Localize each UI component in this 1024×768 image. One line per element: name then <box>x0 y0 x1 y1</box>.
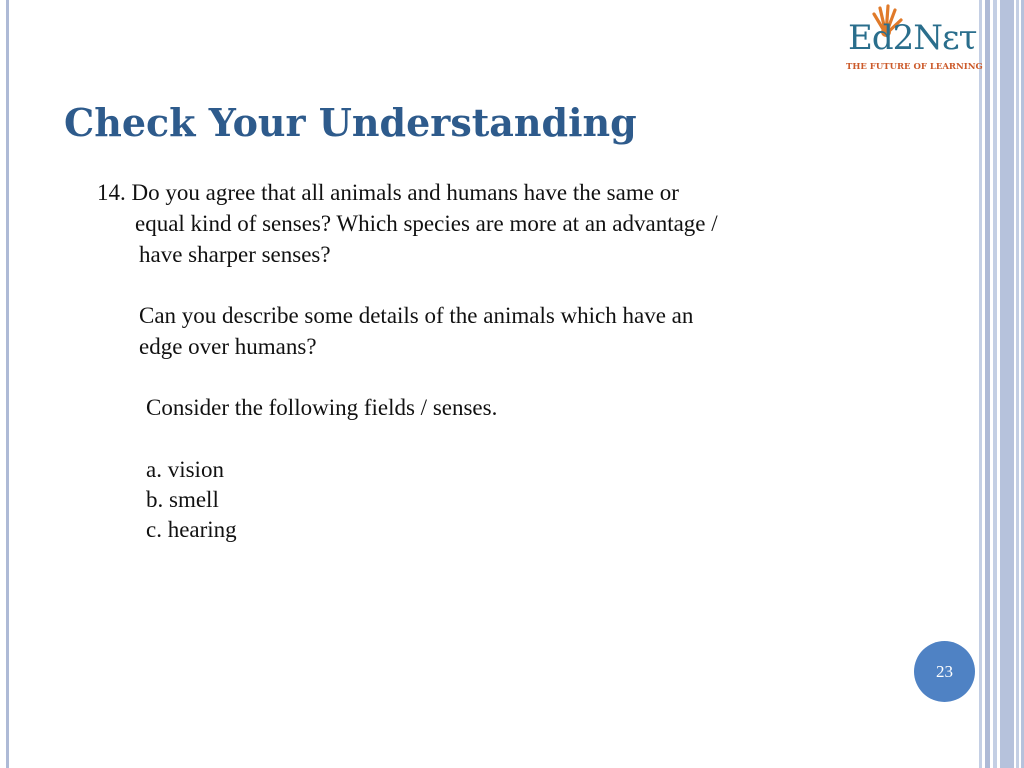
left-border <box>6 0 9 768</box>
logo-wordmark: Ed2Nετ <box>848 18 977 58</box>
question-line-3: have sharper senses? <box>139 242 331 267</box>
option-hearing: c. hearing <box>146 517 237 542</box>
slide-title: Check Your Understanding <box>64 100 637 145</box>
page-number-badge <box>914 641 975 702</box>
question-line-1: 14. Do you agree that all animals and humans have the same or <box>97 180 679 205</box>
right-stripe <box>993 0 997 768</box>
followup-line-1: Can you describe some details of the animals which have an <box>139 303 694 328</box>
right-stripe <box>1016 0 1019 768</box>
right-stripe <box>979 0 982 768</box>
followup-line-2: edge over humans? <box>139 334 317 359</box>
page-number: 23 <box>936 661 953 681</box>
ed2net-logo <box>844 4 983 74</box>
consider-text: Consider the following fields / senses. <box>146 395 498 420</box>
option-vision: a. vision <box>146 457 224 482</box>
right-stripe <box>985 0 990 768</box>
logo-tagline: THE FUTURE OF LEARNING <box>846 62 983 72</box>
option-smell: b. smell <box>146 487 219 512</box>
question-line-2: equal kind of senses? Which species are more at an advantage / <box>135 211 718 236</box>
right-stripe <box>1000 0 1014 768</box>
